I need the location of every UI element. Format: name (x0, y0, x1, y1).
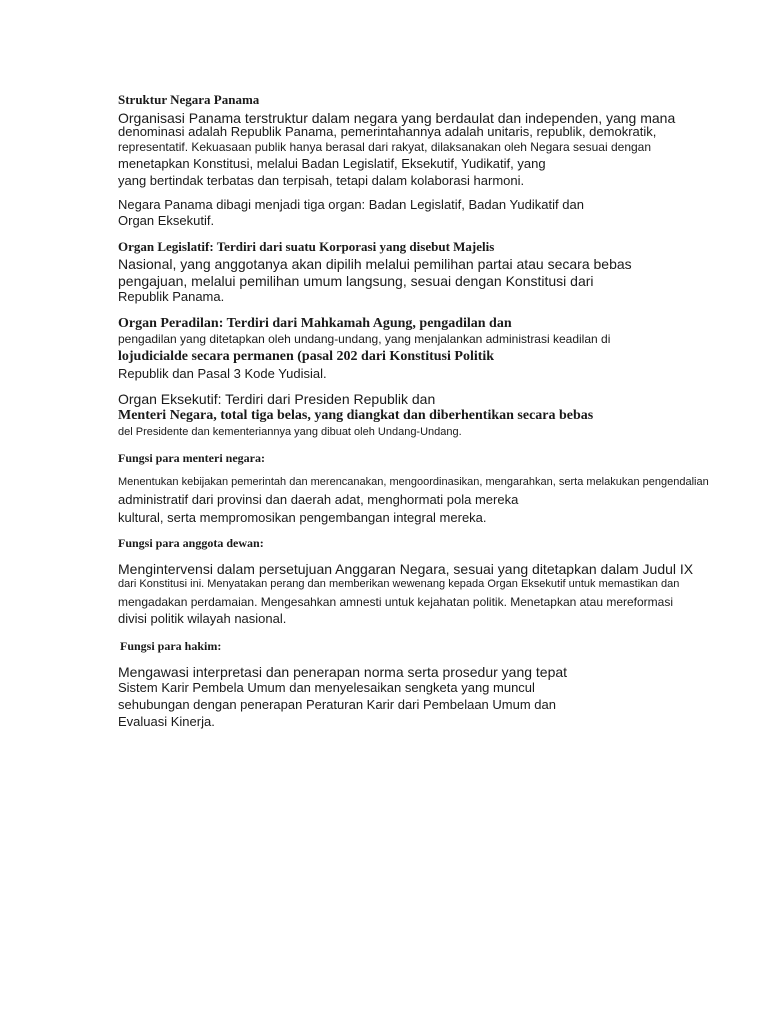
text-line: pengadilan yang ditetapkan oleh undang-undang, yang menjalankan administrasi keadilan di (118, 332, 611, 346)
text-line: denominasi adalah Republik Panama, pemerintahannya adalah unitaris, republik, demokratik, (118, 124, 657, 139)
text-line: Organ Eksekutif: Terdiri dari Presiden Republik dan (118, 391, 436, 407)
text-line: Nasional, yang anggotanya akan dipilih melalui pemilihan partai atau secara bebas (118, 256, 632, 272)
section-heading: Organ Peradilan: Terdiri dari Mahkamah Agung, pengadilan dan (118, 316, 512, 331)
text-line: Sistem Karir Pembela Umum dan menyelesaikan sengketa yang muncul (118, 680, 535, 695)
text-line: Menteri Negara, total tiga belas, yang diangkat dan diberhentikan secara bebas (118, 408, 594, 423)
section-heading: Fungsi para menteri negara: (118, 451, 265, 465)
text-line: dari Konstitusi ini. Menyatakan perang dan memberikan wewenang kepada Organ Eksekutif untuk memastikan dan (118, 578, 680, 590)
text-line: Mengintervensi dalam persetujuan Anggaran Negara, sesuai yang ditetapkan dalam Judul IX (118, 561, 694, 577)
section-heading: Fungsi para anggota dewan: (118, 536, 264, 550)
section-heading: Organ Legislatif: Terdiri dari suatu Korporasi yang disebut Majelis (118, 239, 495, 254)
section-heading: Fungsi para hakim: (120, 639, 222, 653)
text-line: Negara Panama dibagi menjadi tiga organ: Badan Legislatif, Badan Yudikatif dan (118, 197, 584, 212)
text-line: administratif dari provinsi dan daerah adat, menghormati pola mereka (118, 492, 519, 507)
text-line: yang bertindak terbatas dan terpisah, tetapi dalam kolaborasi harmoni. (118, 173, 525, 188)
text-line: sehubungan dengan penerapan Peraturan Karir dari Pembelaan Umum dan (118, 697, 556, 712)
text-line: kultural, serta mempromosikan pengembangan integral mereka. (118, 510, 487, 525)
text-line: menetapkan Konstitusi, melalui Badan Legislatif, Eksekutif, Yudikatif, yang (118, 156, 546, 171)
text-line: divisi politik wilayah nasional. (118, 611, 287, 626)
text-line: del Presidente dan kementeriannya yang dibuat oleh Undang-Undang. (118, 426, 462, 438)
text-line: Republik dan Pasal 3 Kode Yudisial. (118, 366, 327, 381)
text-line: pengajuan, melalui pemilihan umum langsung, sesuai dengan Konstitusi dari (118, 273, 594, 289)
document-title: Struktur Negara Panama (118, 92, 260, 107)
text-line: mengadakan perdamaian. Mengesahkan amnesti untuk kejahatan politik. Menetapkan atau mereformasi (118, 595, 673, 609)
text-line: Menentukan kebijakan pemerintah dan merencanakan, mengoordinasikan, mengarahkan, serta melakukan pengendalian (118, 476, 709, 488)
text-line: Republik Panama. (118, 289, 225, 304)
text-line: lojudicialde secara permanen (pasal 202 dari Konstitusi Politik (118, 349, 495, 364)
text-line: Organ Eksekutif. (118, 213, 215, 228)
text-line: Organisasi Panama terstruktur dalam negara yang berdaulat dan independen, yang mana (118, 110, 676, 126)
text-line: Evaluasi Kinerja. (118, 714, 215, 729)
text-line: representatif. Kekuasaan publik hanya berasal dari rakyat, dilaksanakan oleh Negara sesuai dengan (118, 140, 652, 154)
text-line: Mengawasi interpretasi dan penerapan norma serta prosedur yang tepat (118, 664, 568, 680)
